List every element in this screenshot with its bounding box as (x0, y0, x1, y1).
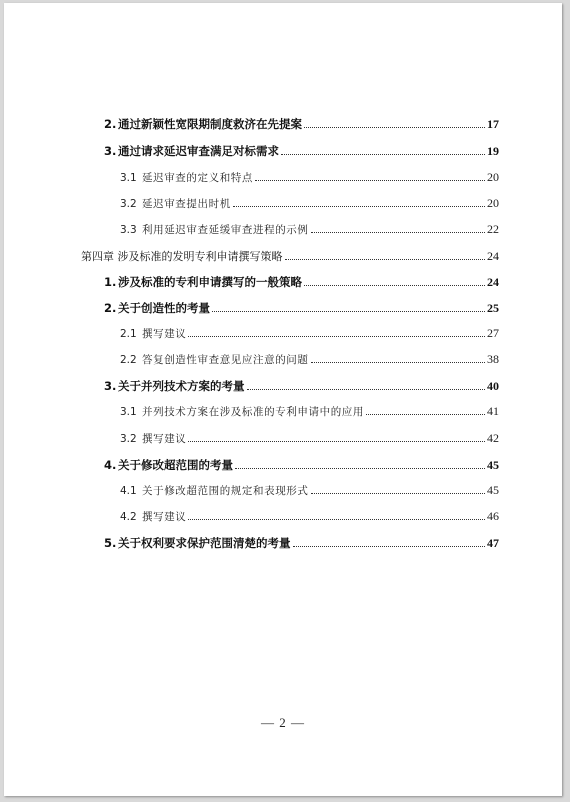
toc-entry-page: 24 (487, 249, 499, 263)
toc-entry[interactable] (104, 116, 499, 132)
toc-entry[interactable] (104, 143, 499, 159)
toc-leader-dots (233, 206, 485, 207)
toc-leader-dots (366, 414, 485, 415)
toc-entry-number: 3.2 (120, 198, 137, 210)
toc-leader-dots (212, 311, 485, 312)
toc-entry-title: 延迟审查的定义和特点 (142, 172, 253, 184)
toc-entry-number: 3.3 (120, 224, 137, 236)
toc-entry-title: 撰写建议 (142, 511, 187, 523)
toc-chapter-title: 第四章 涉及标准的发明专利申请撰写策略 (81, 250, 283, 263)
toc-leader-dots (281, 154, 485, 155)
toc-entry[interactable] (104, 378, 499, 394)
toc-entry-number: 2. (104, 301, 117, 315)
toc-leader-dots (247, 389, 486, 390)
toc-entry-title: 关于修改超范围的考量 (118, 458, 233, 472)
toc-entry-page: 46 (487, 509, 499, 523)
toc-entry-title: 撰写建议 (142, 433, 187, 445)
toc-entry-number: 3. (104, 144, 117, 158)
toc-entry-title: 关于修改超范围的规定和表现形式 (142, 485, 309, 497)
toc-entry-title: 延迟审查提出时机 (142, 198, 231, 210)
toc-entry-page: 19 (487, 144, 499, 158)
toc-entry-page: 20 (487, 170, 499, 184)
toc-entry[interactable] (120, 509, 499, 524)
toc-entry-page: 41 (487, 404, 499, 418)
toc-entry-title: 撰写建议 (142, 328, 187, 340)
toc-entry-number: 2.1 (120, 328, 137, 340)
toc-entry-number: 4.2 (120, 511, 137, 523)
toc-leader-dots (188, 519, 485, 520)
toc-entry-number: 5. (104, 536, 117, 550)
toc-entry[interactable] (120, 404, 499, 419)
toc-entry[interactable] (120, 170, 499, 185)
toc-entry-title: 关于权利要求保护范围清楚的考量 (118, 536, 291, 550)
toc-entry-page: 45 (487, 483, 499, 497)
toc-entry[interactable] (120, 196, 499, 211)
page-number-footer: — 2 — (261, 715, 305, 730)
toc-entry-number: 3. (104, 379, 117, 393)
toc-entry[interactable] (104, 300, 499, 316)
toc-leader-dots (235, 468, 485, 469)
toc-chapter-entry[interactable] (81, 248, 499, 264)
toc-entry-page: 25 (487, 301, 499, 315)
toc-entry-title: 答复创造性审查意见应注意的问题 (142, 354, 309, 366)
toc-entry-page: 22 (487, 222, 499, 236)
toc-entry-number: 3.1 (120, 172, 137, 184)
toc-leader-dots (304, 127, 485, 128)
toc-leader-dots (255, 180, 485, 181)
toc-entry-page: 40 (487, 379, 499, 393)
toc-leader-dots (304, 285, 485, 286)
toc-entry-number: 2. (104, 117, 117, 131)
toc-entry-title: 涉及标准的专利申请撰写的一般策略 (118, 275, 302, 289)
toc-entry-title: 关于并列技术方案的考量 (118, 379, 245, 393)
toc-entry-title: 利用延迟审查延缓审查进程的示例 (142, 224, 309, 236)
toc-entry-title: 并列技术方案在涉及标准的专利申请中的应用 (142, 406, 364, 418)
toc-entry-page: 27 (487, 326, 499, 340)
toc-entry-number: 4.1 (120, 485, 137, 497)
toc-entry-number: 3.2 (120, 433, 137, 445)
toc-entry-number: 2.2 (120, 354, 137, 366)
document-page (4, 3, 562, 796)
toc-entry-page: 42 (487, 431, 499, 445)
toc-leader-dots (188, 336, 485, 337)
toc-entry[interactable] (120, 352, 499, 367)
toc-entry-page: 24 (487, 275, 499, 289)
toc-entry-title: 通过新颖性宽限期制度救济在先提案 (118, 117, 302, 131)
toc-entry-title: 通过请求延迟审查满足对标需求 (118, 144, 279, 158)
toc-entry[interactable] (120, 483, 499, 498)
toc-leader-dots (285, 259, 486, 260)
toc-leader-dots (311, 232, 486, 233)
toc-leader-dots (188, 441, 485, 442)
toc-entry-title: 关于创造性的考量 (118, 301, 210, 315)
toc-entry-page: 47 (487, 536, 499, 550)
toc-entry[interactable] (104, 274, 499, 290)
toc-entry-number: 4. (104, 458, 117, 472)
toc-leader-dots (311, 362, 486, 363)
toc-entry-page: 17 (487, 117, 499, 131)
toc-entry[interactable] (120, 431, 499, 446)
toc-leader-dots (293, 546, 486, 547)
toc-entry-number: 1. (104, 275, 117, 289)
toc-entry[interactable] (104, 457, 499, 473)
toc-entry-number: 3.1 (120, 406, 137, 418)
toc-entry-page: 20 (487, 196, 499, 210)
toc-entry-page: 45 (487, 458, 499, 472)
toc-entry[interactable] (120, 222, 499, 237)
toc-entry[interactable] (104, 535, 499, 551)
toc-entry-page: 38 (487, 352, 499, 366)
toc-leader-dots (311, 493, 486, 494)
toc-entry[interactable] (120, 326, 499, 341)
